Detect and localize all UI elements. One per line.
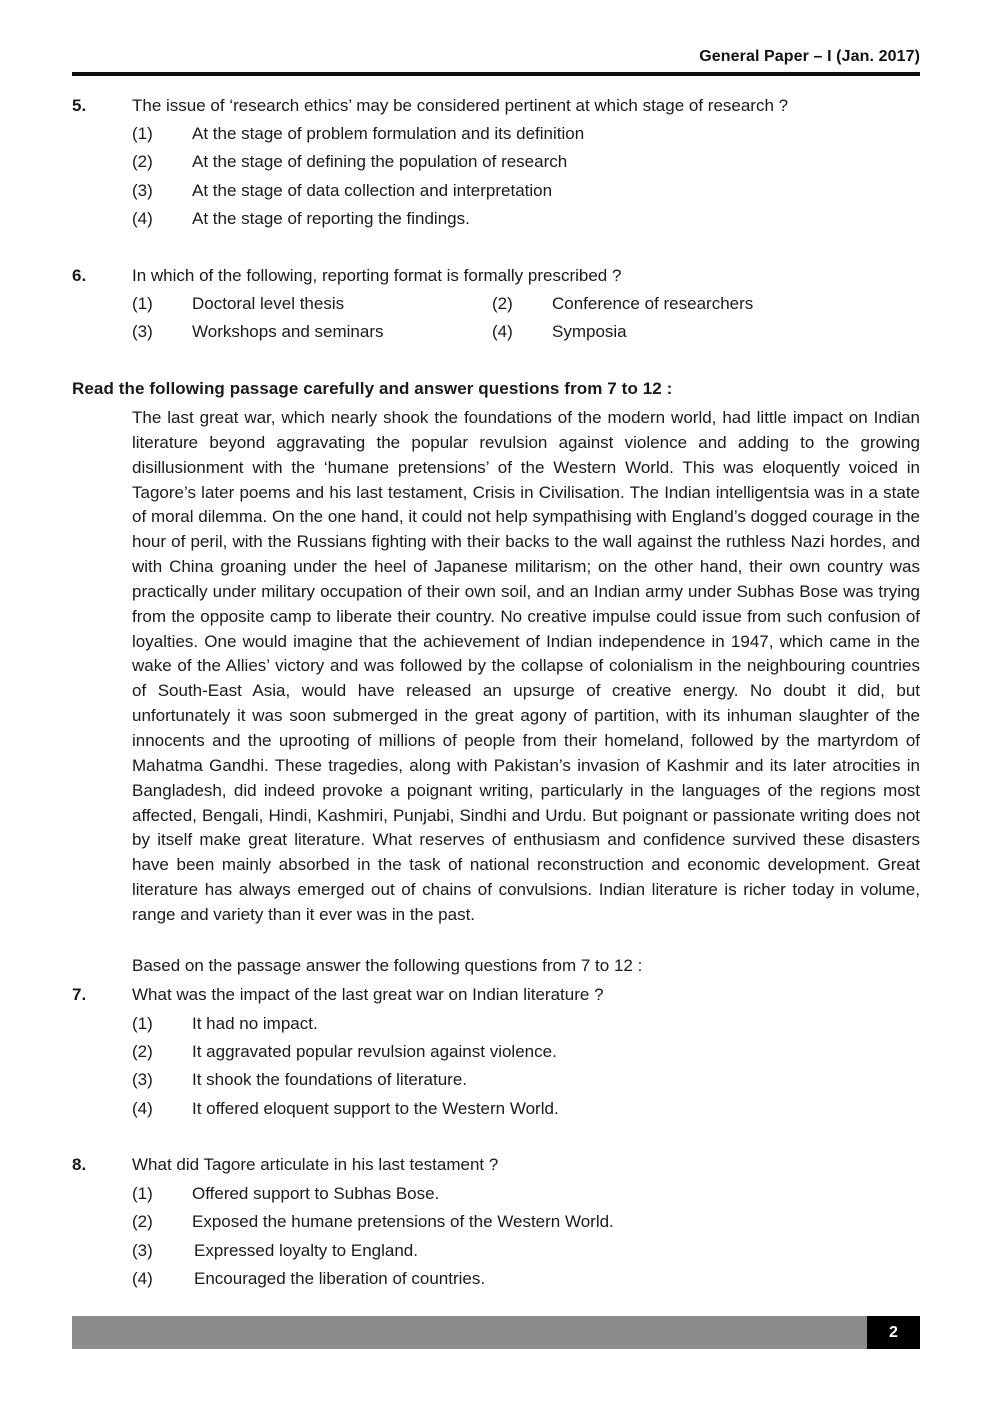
option (132, 1042, 557, 1062)
option (132, 181, 552, 201)
option-label: (2) (132, 1212, 153, 1231)
option (132, 152, 567, 172)
option (492, 322, 627, 342)
passage-body: The last great war, which nearly shook the foundations of the modern world, had little impact on Indian literature beyond aggravating the popular revulsion against violence and adding to the growing disillusionment with the ‘humane pretensions’ of the Western World. This was eloquently voiced in Tagore’s later poems and his last testament, Crisis in Civilisation. The Indian intelligentsia was in a state of moral dilemma. On the one hand, it could not help sympathising with England’s dogged courage in the hour of peril, with the Russians fighting with their backs to the wall against the ruthless Nazi hordes, and with China groaning under the heel of Japanese militarism; on the other hand, their own country was practically under military occupation of their own soil, and an Indian army under Subhas Bose was trying from the opposite camp to liberate their country. No creative impulse could issue from such confusion of loyalties. One would imagine that the achievement of Indian independence in 1947, which came in the wake of the Allies’ victory and was followed by the collapse of colonialism in the neighbouring countries of South-East Asia, would have released an upsurge of creative energy. No doubt it did, but unfortunately it was soon submerged in the great agony of partition, with its inhuman slaughter of the innocents and the uprooting of millions of people from their homeland, followed by the martyrdom of Mahatma Gandhi. These tragedies, along with Pakistan’s invasion of Kashmir and its later atrocities in Bangladesh, did indeed provoke a poignant writing, particularly in the languages of the regions most affected, Bengali, Hindi, Kashmiri, Punjabi, Sindhi and Urdu. But poignant or passionate writing does not by itself make great literature. What reserves of enthusiasm and confidence survived these disasters have been mainly absorbed in the task of national reconstruction and economic development. Great literature has always emerged out of chains of convulsions. Indian literature is richer today in volume, range and variety than it ever was in the past. (132, 408, 920, 924)
option-text: Exposed the humane pretensions of the Western World. (192, 1212, 614, 1231)
option-text: It offered eloquent support to the Western World. (192, 1099, 559, 1118)
option-label: (4) (132, 1269, 153, 1288)
option-text: At the stage of problem formulation and its definition (192, 124, 585, 143)
option-label: (2) (492, 294, 513, 313)
option-text: Encouraged the liberation of countries. (194, 1269, 486, 1288)
option (132, 209, 470, 229)
option (132, 294, 344, 314)
option (132, 322, 384, 342)
option-label: (1) (132, 1184, 153, 1203)
option (132, 1241, 418, 1261)
option-label: (3) (132, 1070, 153, 1089)
option (132, 1269, 485, 1289)
option-text: Workshops and seminars (192, 322, 384, 341)
option-label: (3) (132, 181, 153, 200)
option-label: (1) (132, 124, 153, 143)
option-label: (3) (132, 322, 153, 341)
option-text: It had no impact. (192, 1014, 318, 1033)
header-rule (72, 72, 920, 76)
option-label: (2) (132, 152, 153, 171)
question-stem: What was the impact of the last great war on Indian literature ? (132, 985, 604, 1004)
option-text: At the stage of defining the population of research (192, 152, 568, 171)
question-number: 7. (72, 985, 87, 1004)
option (132, 1014, 318, 1034)
question-number: 8. (72, 1155, 87, 1174)
option-text: Symposia (552, 322, 627, 341)
question-number: 6. (72, 266, 87, 285)
option (492, 294, 753, 314)
footer-bar (72, 1316, 867, 1349)
option-text: At the stage of data collection and interpretation (192, 181, 553, 200)
page-number: 2 (867, 1316, 920, 1349)
header-title: General Paper – I (Jan. 2017) (699, 48, 920, 65)
option (132, 1099, 559, 1119)
question-number: 5. (72, 96, 87, 115)
option-text: Doctoral level thesis (192, 294, 345, 313)
option-text: It shook the foundations of literature. (192, 1070, 468, 1089)
option (132, 1184, 439, 1204)
option-text: Expressed loyalty to England. (194, 1241, 418, 1260)
option (132, 1212, 614, 1232)
option-text: It aggravated popular revulsion against violence. (192, 1042, 557, 1061)
option-label: (4) (132, 209, 153, 228)
option-label: (4) (492, 322, 513, 341)
question-stem: What did Tagore articulate in his last testament ? (132, 1155, 499, 1174)
option (132, 124, 584, 144)
option-label: (1) (132, 294, 153, 313)
option-text: At the stage of reporting the findings. (192, 209, 470, 228)
passage-heading: Read the following passage carefully and answer questions from 7 to 12 : (72, 379, 673, 398)
question-stem: The issue of ‘research ethics’ may be considered pertinent at which stage of research ? (132, 96, 789, 115)
option-label: (3) (132, 1241, 153, 1260)
option-label: (1) (132, 1014, 153, 1033)
option-text: Conference of researchers (552, 294, 754, 313)
option-label: (4) (132, 1099, 153, 1118)
option (132, 1070, 467, 1090)
passage-lead-in: Based on the passage answer the following questions from 7 to 12 : (132, 956, 643, 975)
option-text: Offered support to Subhas Bose. (192, 1184, 440, 1203)
question-stem: In which of the following, reporting format is formally prescribed ? (132, 266, 622, 285)
option-label: (2) (132, 1042, 153, 1061)
